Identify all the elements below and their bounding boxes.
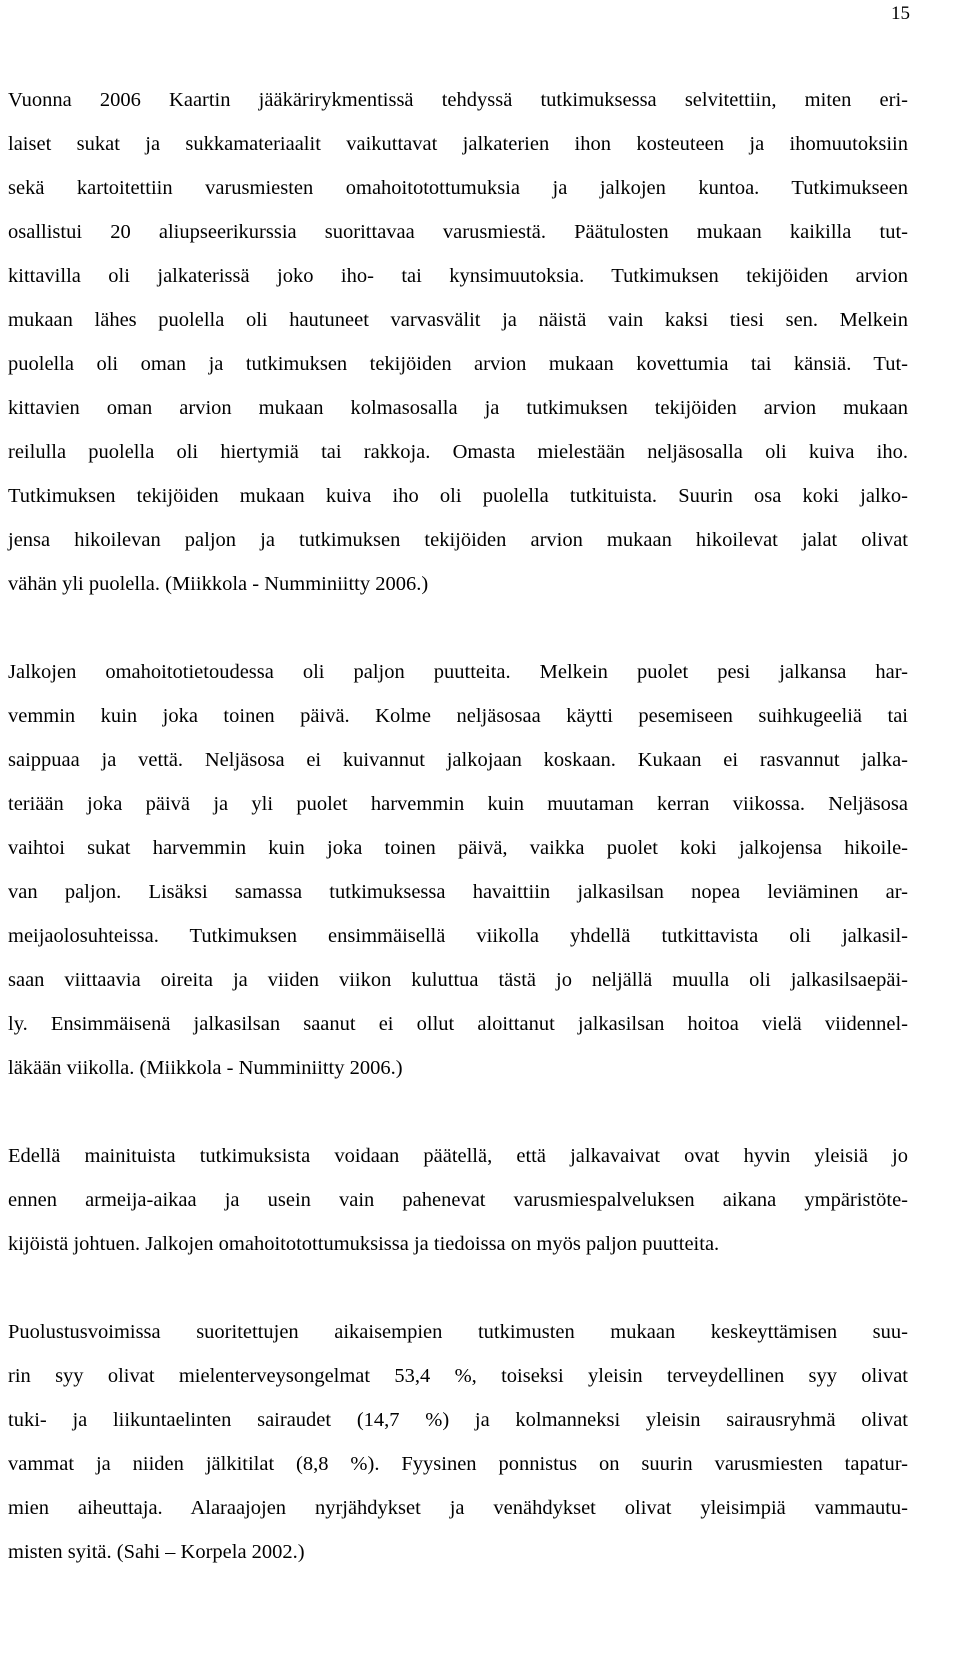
text-line: reilulla puolella oli hiertymiä tai rakkoja. Omasta mielestään neljäsosalla oli kuiva iho. [8,441,908,463]
text-line: misten syitä. (Sahi – Korpela 2002.) [8,1541,305,1563]
text-line: Edellä mainituista tutkimuksista voidaan päätellä, että jalkavaivat ovat hyvin yleisiä jo [8,1145,908,1167]
text-line: saan viittaavia oireita ja viiden viikon kuluttua tästä jo neljällä muulla oli jalkasilsaepäi- [8,969,908,991]
text-line: Puolustusvoimissa suoritettujen aikaisempien tutkimusten mukaan keskeyttämisen suu- [8,1321,908,1343]
text-line: saippuaa ja vettä. Neljäsosa ei kuivannut jalkojaan koskaan. Kukaan ei rasvannut jalka- [8,749,908,771]
text-line: mukaan lähes puolella oli hautuneet varvasvälit ja näistä vain kaksi tiesi sen. Melkein [8,309,908,331]
text-line: sekä kartoitettiin varusmiesten omahoitotottumuksia ja jalkojen kuntoa. Tutkimukseen [8,177,908,199]
text-line: teriään joka päivä ja yli puolet harvemmin kuin muutaman kerran viikossa. Neljäsosa [8,793,908,815]
text-line: laiset sukat ja sukkamateriaalit vaikuttavat jalkaterien ihon kosteuteen ja ihomuutoksiin [8,133,908,155]
text-line: kijöistä johtuen. Jalkojen omahoitotottumuksissa ja tiedoissa on myös paljon puutteita. [8,1233,720,1255]
text-line: Tutkimuksen tekijöiden mukaan kuiva iho oli puolella tutkituista. Suurin osa koki jalko- [8,485,908,507]
text-line: vaihtoi sukat harvemmin kuin joka toinen päivä, vaikka puolet koki jalkojensa hikoile- [8,837,908,859]
text-line: läkään viikolla. (Miikkola - Numminiitty 2006.) [8,1057,403,1079]
text-line: osallistui 20 aliupseerikurssia suorittavaa varusmiestä. Päätulosten mukaan kaikilla tut- [8,221,908,243]
text-line: vemmin kuin joka toinen päivä. Kolme neljäsosaa käytti pesemiseen suihkugeeliä tai [8,705,908,727]
text-line: tuki- ja liikuntaelinten sairaudet (14,7 %) ja kolmanneksi yleisin sairausryhmä olivat [8,1409,908,1431]
text-line: kittavilla oli jalkaterissä joko iho- tai kynsimuutoksia. Tutkimuksen tekijöiden arvion [8,265,908,287]
paragraph-2 [8,650,908,1090]
text-line: ly. Ensimmäisenä jalkasilsan saanut ei ollut aloittanut jalkasilsan hoitoa vielä viidennel- [8,1013,908,1035]
paragraph-4 [8,1310,908,1574]
text-line: mien aiheuttaja. Alaraajojen nyrjähdykset ja venähdykset olivat yleisimpiä vammautu- [8,1497,908,1519]
text-line: van paljon. Lisäksi samassa tutkimuksessa havaittiin jalkasilsan nopea leviäminen ar- [8,881,908,903]
text-line: puolella oli oman ja tutkimuksen tekijöiden arvion mukaan kovettumia tai känsiä. Tut- [8,353,908,375]
document-body [8,78,908,1618]
text-line: meijaolosuhteissa. Tutkimuksen ensimmäisellä viikolla yhdellä tutkittavista oli jalkasil- [8,925,908,947]
paragraph-1 [8,78,908,606]
paragraph-3 [8,1134,908,1266]
text-line: jensa hikoilevan paljon ja tutkimuksen tekijöiden arvion mukaan hikoilevat jalat olivat [8,529,908,551]
text-line: vammat ja niiden jälkitilat (8,8 %). Fyysinen ponnistus on suurin varusmiesten tapatur- [8,1453,908,1475]
text-line: rin syy olivat mielenterveysongelmat 53,4 %, toiseksi yleisin terveydellinen syy olivat [8,1365,908,1387]
text-line: Vuonna 2006 Kaartin jääkärirykmentissä tehdyssä tutkimuksessa selvitettiin, miten eri- [8,89,908,111]
text-line: kittavien oman arvion mukaan kolmasosalla ja tutkimuksen tekijöiden arvion mukaan [8,397,908,419]
text-line: vähän yli puolella. (Miikkola - Numminiitty 2006.) [8,573,429,595]
page-number: 15 [891,3,910,24]
text-line: Jalkojen omahoitotietoudessa oli paljon puutteita. Melkein puolet pesi jalkansa har- [8,661,908,683]
text-line: ennen armeija-aikaa ja usein vain pahenevat varusmiespalveluksen aikana ympäristöte- [8,1189,908,1211]
